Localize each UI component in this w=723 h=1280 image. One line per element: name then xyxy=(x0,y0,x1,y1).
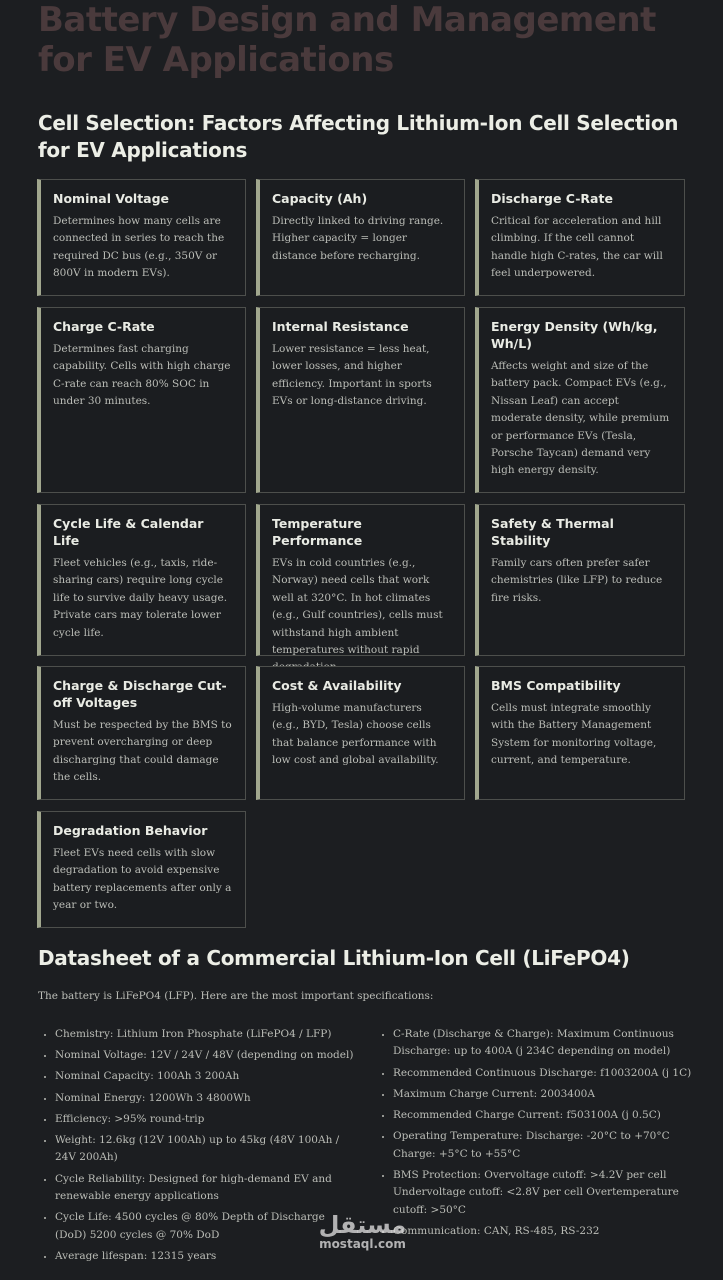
card-discharge-c-rate xyxy=(475,179,685,296)
card-energy-density xyxy=(475,307,685,493)
card-title: Charge & Discharge Cut-off Voltages xyxy=(53,678,227,710)
card-text: EVs in cold countries (e.g., Norway) need cells that work well at 320°C. In hot climates (e.g., Gulf countries), cells must withstand high ambient temperatures without rapid xyxy=(272,557,443,657)
card-safety-thermal xyxy=(475,504,685,656)
spec-list-right xyxy=(376,1026,703,1244)
watermark-arabic: مستقل xyxy=(318,1211,407,1239)
spec-item: • Efficiency: >95% round-trip xyxy=(55,1111,355,1128)
card-charge-c-rate xyxy=(37,307,246,493)
card-text: Family cars often prefer safer chemistries (like LFP) to reduce fire risks. xyxy=(491,557,663,604)
card-text: Affects weight and size of the battery pack. Compact EVs (e.g., Nissan Leaf) can accept moderate density, while premium or performance EVs (Tesla, Porsche Taycan) demand very high energy density. xyxy=(491,360,670,477)
card-text: Cells must integrate smoothly with the Battery Management System for monitoring voltage, current, and temperature. xyxy=(491,702,657,767)
card-text: Determines how many cells are connected in series to reach the required DC bus (e.g., 350V or 800V in modern EVs). xyxy=(53,215,225,280)
spec-item: • Cycle Life: 4500 cycles @ 80% Depth of Discharge (DoD) 5200 cycles @ 70% DoD xyxy=(55,1209,355,1244)
spec-item: • Nominal Capacity: 100Ah 3 200Ah xyxy=(55,1068,355,1085)
card-title: Safety & Thermal Stability xyxy=(491,516,614,548)
spec-item: • C-Rate (Discharge & Charge): Maximum Continuous Discharge: up to 400A (j 234C depending on model) xyxy=(393,1026,703,1061)
mostaql-watermark xyxy=(315,1213,410,1251)
datasheet-title: Datasheet of a Commercial Lithium-Ion Cell (LiFePO4) xyxy=(38,946,630,970)
watermark-latin: mostaql.com xyxy=(319,1237,406,1251)
page-title: Battery Design and Management for EV Applications xyxy=(38,0,656,80)
card-text: Critical for acceleration and hill climbing. If the cell cannot handle high C-rates, the car will feel underpowered. xyxy=(491,215,663,280)
spec-item: • Operating Temperature: Discharge: -20°C to +70°C Charge: +5°C to +55°C xyxy=(393,1128,703,1163)
spec-item: • Cycle Reliability: Designed for high-demand EV and renewable energy applications xyxy=(55,1171,355,1206)
card-text: Must be respected by the BMS to prevent overcharging or deep discharging that could damage the cells. xyxy=(53,719,232,784)
card-text: Directly linked to driving range. Higher capacity = longer distance before recharging. xyxy=(272,215,444,262)
card-cycle-life xyxy=(37,504,246,656)
card-cost-availability xyxy=(256,666,465,800)
card-text: Lower resistance = less heat, lower losses, and higher efficiency. Important in sports EVs or long-distance driving. xyxy=(272,343,432,408)
spec-item: • Chemistry: Lithium Iron Phosphate (LiFePO4 / LFP) xyxy=(55,1026,355,1043)
card-title: Internal Resistance xyxy=(272,319,409,334)
cell-selection-title: Cell Selection: Factors Affecting Lithium-Ion Cell Selection for EV Applications xyxy=(38,111,679,162)
card-title: Nominal Voltage xyxy=(53,191,170,206)
card-cut-off-voltages xyxy=(37,666,246,800)
card-title: Energy Density (Wh/kg, Wh/L) xyxy=(491,319,658,351)
spec-item: • Communication: CAN, RS-485, RS-232 xyxy=(393,1223,703,1240)
card-title: Charge C-Rate xyxy=(53,319,155,334)
spec-item: • BMS Protection: Overvoltage cutoff: >4.2V per cell Undervoltage cutoff: <2.8V per cell Overtemperature cutoff: >50°C xyxy=(393,1167,703,1219)
datasheet-intro: The battery is LiFePO4 (LFP). Here are the most important specifications: xyxy=(38,990,434,1002)
card-title: Degradation Behavior xyxy=(53,823,208,838)
spec-item: • Maximum Charge Current: 2003400A xyxy=(393,1086,703,1103)
card-title: BMS Compatibility xyxy=(491,678,621,693)
card-text: Fleet vehicles (e.g., taxis, ride-sharing cars) require long cycle life to survive daily heavy usage. Private cars may tolerate lower cycle life. xyxy=(53,557,228,639)
card-text: High-volume manufacturers (e.g., BYD, Tesla) choose cells that balance performance with low cost and global availability. xyxy=(272,702,439,767)
card-title: Capacity (Ah) xyxy=(272,191,368,206)
card-internal-resistance xyxy=(256,307,465,493)
card-title: Temperature Performance xyxy=(272,516,363,548)
spec-list-left xyxy=(38,1026,355,1269)
spec-item: • Nominal Voltage: 12V / 24V / 48V (depending on model) xyxy=(55,1047,355,1064)
card-degradation-behavior xyxy=(37,811,246,928)
card-title: Cycle Life & Calendar Life xyxy=(53,516,204,548)
spec-item: • Weight: 12.6kg (12V 100Ah) up to 45kg (48V 100Ah / 24V 200Ah) xyxy=(55,1132,355,1167)
spec-item: • Recommended Charge Current: f503100A (j 0.5C) xyxy=(393,1107,703,1124)
card-capacity xyxy=(256,179,465,296)
card-nominal-voltage xyxy=(37,179,246,296)
card-text: Determines fast charging capability. Cells with high charge C-rate can reach 80% SOC in under 30 minutes. xyxy=(53,343,231,408)
spec-item: • Recommended Continuous Discharge: f1003200A (j 1C) xyxy=(393,1065,703,1082)
spec-item: • Average lifespan: 12315 years xyxy=(55,1248,355,1265)
card-temperature-performance xyxy=(256,504,465,656)
card-title: Discharge C-Rate xyxy=(491,191,613,206)
card-bms-compatibility xyxy=(475,666,685,800)
card-title: Cost & Availability xyxy=(272,678,402,693)
card-text: Fleet EVs need cells with slow degradation to avoid expensive battery replacements after only a year or two. xyxy=(53,847,232,912)
spec-item: • Nominal Energy: 1200Wh 3 4800Wh xyxy=(55,1090,355,1107)
